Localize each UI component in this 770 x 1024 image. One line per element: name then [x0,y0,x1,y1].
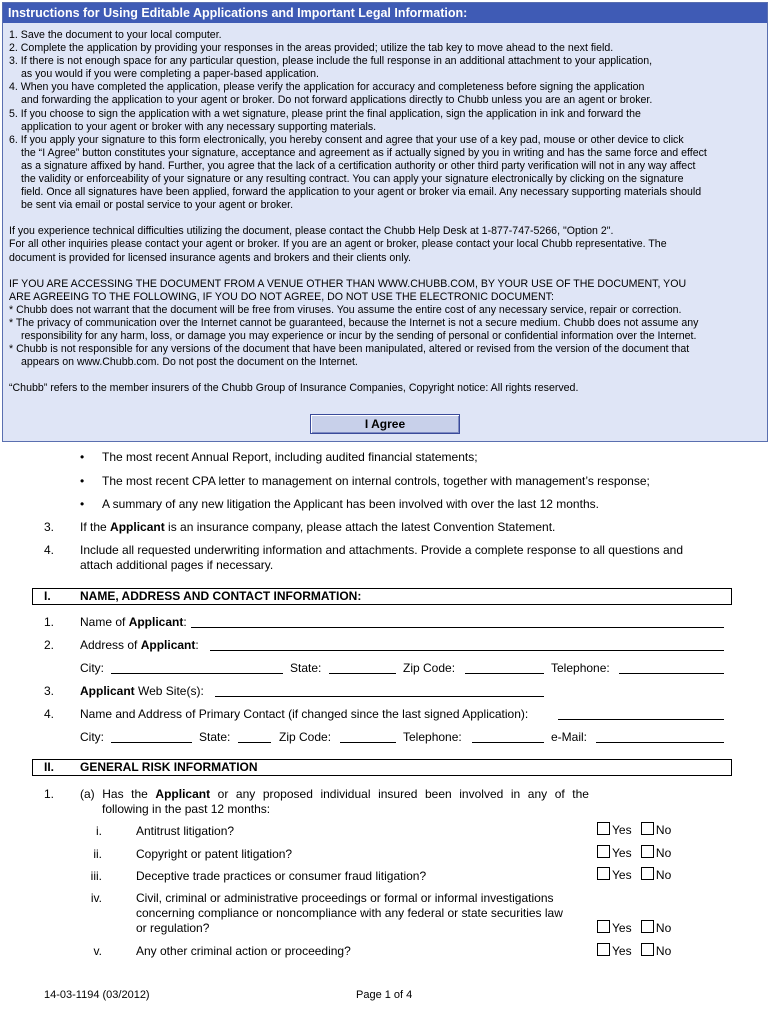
help-desk-text: If you experience technical difficulties utilizing the document, please contact the Chubb Help Desk at 1-877-747-5266, "Option 2". [9,225,614,238]
telephone-field[interactable] [619,673,724,674]
item-number: 2. [44,638,55,652]
state-label: State: [199,730,231,744]
city-label: City: [80,661,104,675]
yes-checkbox[interactable] [597,943,610,956]
notice-step: 4. When you have completed the application, please verify the application for accuracy and completeness before signing the application [9,81,645,94]
yes-label: Yes [612,823,632,837]
criminal-action-question: Any other criminal action or proceeding? [136,944,351,958]
antitrust-question: Antitrust litigation? [136,824,235,838]
i-agree-button[interactable]: I Agree [310,414,460,434]
legal-notice-panel [2,2,768,442]
no-checkbox[interactable] [641,920,654,933]
notice-step: the validity or enforceability of your signature or any resulting contract. You can apply your signature electronically by clicking on the signature [21,173,684,186]
item-number: 1. [44,615,55,629]
yes-no-group [597,867,671,882]
web-site-field[interactable] [215,696,544,697]
list-item-text: The most recent CPA letter to management on internal controls, together with management’s response; [102,474,650,488]
yes-no-group [597,822,671,837]
disclaimer: appears on www.Chubb.com. Do not post the document on the Internet. [21,356,358,369]
sub-question-number: iii. [90,869,102,883]
securities-proceedings-question: concerning compliance or noncompliance with any federal or state securities law [136,906,563,920]
telephone-label: Telephone: [403,730,462,744]
notice-step: be sent via email or postal service to your agent or broker. [21,199,294,212]
securities-proceedings-question: Civil, criminal or administrative proceedings or formal or informal investigations [136,891,554,905]
notice-step: 3. If there is not enough space for any particular question, please include the full response in an additional attachment to your application, [9,55,653,68]
no-label: No [655,846,672,860]
disclaimer: * Chubb is not responsible for any versions of the document that have been manipulated, altered or revised from the version of the document that [9,343,690,356]
email-label: e-Mail: [551,730,588,744]
yes-label: Yes [612,846,632,860]
item-number: 3. [44,684,55,698]
zip-code-label: Zip Code: [279,730,332,744]
no-checkbox[interactable] [641,867,654,880]
telephone-label: Telephone: [551,661,610,675]
inquiries-text: For all other inquiries please contact your agent or broker. If you are an agent or broker, please contact your local Chubb representative. The [9,238,667,251]
yes-checkbox[interactable] [597,845,610,858]
notice-step: and forwarding the application to your agent or broker. Do not forward applications directly to Chubb unless you are an agent or broker. [21,94,653,107]
item-4-text: Include all requested underwriting information and attachments. Provide a complete response to all questions and [80,543,684,557]
section-header [32,759,732,776]
bullet: • [80,474,85,488]
notice-step: as a signature affixed by hand. Further, you agree that the lack of a certification authority or other third party verification will not in any way affect [21,159,696,172]
contact-state-field[interactable] [238,742,271,743]
no-checkbox[interactable] [641,845,654,858]
item-4-text: attach additional pages if necessary. [80,558,274,572]
venue-warning: ARE AGREEING TO THE FOLLOWING, IF YOU DO NOT AGREE, DO NOT USE THE ELECTRONIC DOCUMENT: [9,290,554,303]
zip-code-label: Zip Code: [403,661,456,675]
no-label: No [655,944,672,958]
address-of-applicant-field[interactable] [210,650,724,651]
state-label: State: [290,661,322,675]
question-1a-text: following in the past 12 months: [102,802,271,816]
page-number: Page 1 of 4 [356,989,413,1001]
list-item-text: A summary of any new litigation the Applicant has been involved with over the last 12 months. [102,497,599,511]
sub-question-number: iv. [90,891,102,905]
bullet: • [80,497,85,511]
city-label: City: [80,730,104,744]
no-label: No [655,823,672,837]
yes-label: Yes [612,921,632,935]
section-title: NAME, ADDRESS AND CONTACT INFORMATION: [80,589,362,603]
notice-step: 5. If you choose to sign the application with a wet signature, please print the final application, sign the application in ink and forward the [9,107,641,120]
name-of-applicant-field[interactable] [191,627,724,628]
notice-step: as you would if you were completing a paper-based application. [21,68,319,81]
sub-question-number: ii. [93,847,102,861]
notice-step: the “I Agree” button constitutes your signature, acceptance and agreement as if actually signed by you in writing and has the same force and effect [21,146,707,159]
yes-checkbox[interactable] [597,920,610,933]
venue-warning: IF YOU ARE ACCESSING THE DOCUMENT FROM A VENUE OTHER THAN WWW.CHUBB.COM, BY YOUR USE OF THE DOCUMENT, YOU [9,277,687,290]
notice-step: application to your agent or broker with any necessary supporting materials. [21,120,377,133]
item-number: 1. [44,787,55,801]
bullet: • [80,450,85,464]
notice-step: 2. Complete the application by providing your responses in the areas provided; utilize the tab key to move ahead to the next field. [9,42,614,55]
name-of-applicant-label: Name of Applicant: [80,615,187,629]
contact-telephone-field[interactable] [472,742,544,743]
contact-email-field[interactable] [596,742,724,743]
question-1a-text: (a) Has the Applicant or any proposed individual insured been involved in any of the [80,787,589,801]
notice-step: field. Once all signatures have been applied, forward the application to your agent or broker via email. Any necessary supporting materials should [21,186,702,199]
contact-zip-code-field[interactable] [340,742,396,743]
copyright-patent-question: Copyright or patent litigation? [136,847,293,861]
primary-contact-field[interactable] [558,719,724,720]
yes-no-group [597,845,671,860]
section-number: II. [44,760,55,774]
no-checkbox[interactable] [641,943,654,956]
web-site-label: Applicant Web Site(s): [80,684,204,698]
disclaimer: * The privacy of communication over the Internet cannot be guaranteed, because the Internet is not a secure medium. Chubb does not assume any [9,316,699,329]
sub-question-number: i. [96,824,102,838]
disclaimer: responsibility for any harm, loss, or damage you may experience or incur by the sending of personal or confidential information over the Internet. [21,329,697,342]
list-item-text: The most recent Annual Report, including audited financial statements; [102,450,478,464]
contact-city-field[interactable] [111,742,192,743]
form-number: 14-03-1194 (03/2012) [44,989,150,1001]
section-header [32,588,732,605]
copyright-notice: “Chubb” refers to the member insurers of the Chubb Group of Insurance Companies, Copyright notice: All rights reserved. [9,382,579,395]
item-3-text: If the Applicant is an insurance company, please attach the latest Convention Statement. [80,520,556,534]
yes-checkbox[interactable] [597,822,610,835]
notice-step: 6. If you apply your signature to this form electronically, you hereby consent and agree that your use of a key pad, mouse or other device to click [9,133,684,146]
city-field[interactable] [111,673,283,674]
yes-no-group [597,920,671,935]
inquiries-text: document is provided for licensed insurance agents and brokers and their clients only. [9,251,412,264]
yes-label: Yes [612,868,632,882]
item-number: 4. [44,707,55,721]
item-number: 4. [44,543,55,557]
state-field[interactable] [329,673,396,674]
address-of-applicant-label: Address of Applicant: [80,638,199,652]
no-label: No [655,868,672,882]
notice-title: Instructions for Using Editable Applications and Important Legal Information: [3,3,767,23]
section-title: GENERAL RISK INFORMATION [80,760,258,774]
primary-contact-label: Name and Address of Primary Contact (if changed since the last signed Application): [80,707,529,721]
section-number: I. [44,589,51,603]
notice-body [3,23,767,395]
no-checkbox[interactable] [641,822,654,835]
deceptive-trade-question: Deceptive trade practices or consumer fraud litigation? [136,869,427,883]
disclaimer: * Chubb does not warrant that the document will be free from viruses. You assume the entire cost of any necessary service, repair or correction. [9,303,682,316]
no-label: No [655,921,672,935]
yes-checkbox[interactable] [597,867,610,880]
sub-question-number: v. [93,944,102,958]
securities-proceedings-question: or regulation? [136,921,210,935]
yes-label: Yes [612,944,632,958]
item-number: 3. [44,520,55,534]
notice-step: 1. Save the document to your local computer. [9,29,222,41]
zip-code-field[interactable] [465,673,544,674]
yes-no-group [597,943,671,958]
